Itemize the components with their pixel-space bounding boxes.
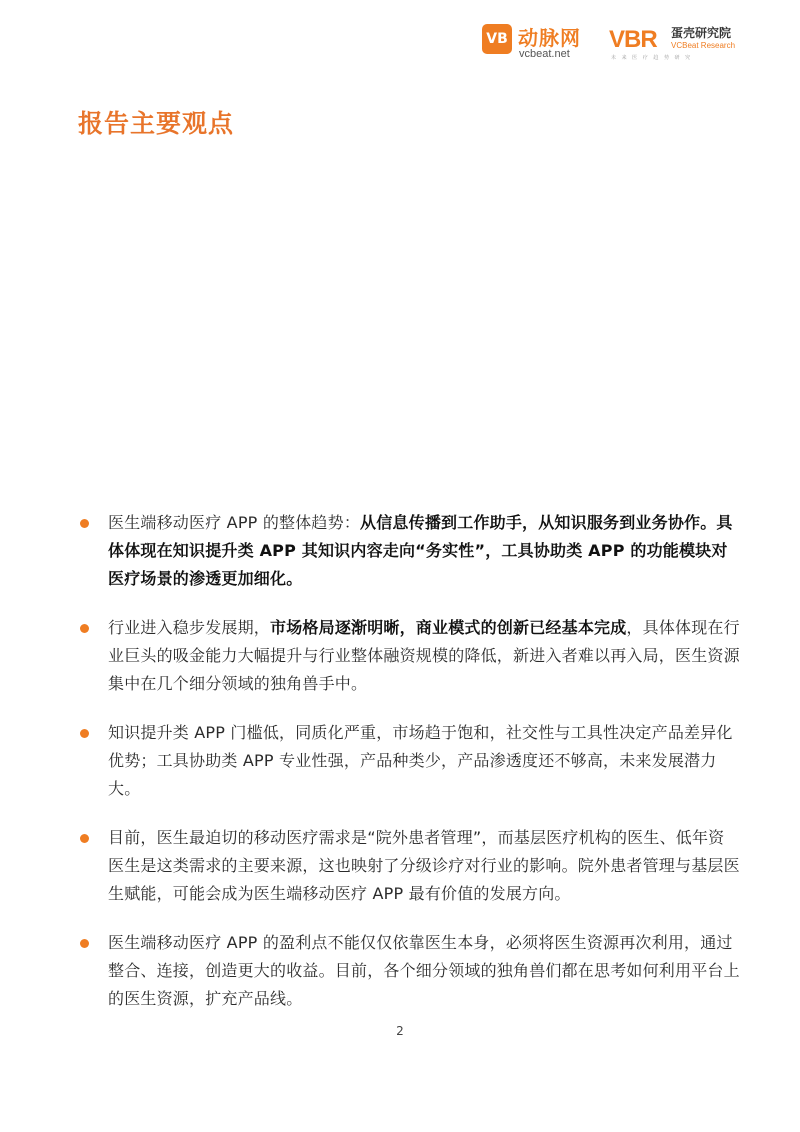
point-text: 医生端移动医疗 APP 的盈利点不能仅仅依靠医生本身，必须将医生资源再次利用，通过整合、连接，创造更大的收益。目前，各个细分领域的独角兽们都在思考如何利用平台上的医生资源，扩充产品线。: [108, 933, 740, 1008]
point-text: 知识提升类 APP 门槛低，同质化严重，市场趋于饱和，社交性与工具性决定产品差异化优势；工具协助类 APP 专业性强，产品种类少，产品渗透度还不够高，未来发展潜力大。: [108, 723, 733, 798]
vcbeat-research-logo: [609, 22, 749, 62]
list-item: [80, 509, 740, 593]
bullet-icon: [80, 834, 89, 843]
bullet-icon: [80, 729, 89, 738]
point-text: ，具体体现在行业巨头的吸金能力大幅提升与行业整体融资规模的降低，新进入者难以再入局，医生资源集中在几个细分领域的独角兽手中。: [108, 618, 740, 693]
key-points-list: [80, 509, 740, 1034]
list-item: [80, 719, 740, 803]
page-number: 2: [396, 1024, 404, 1038]
point-bold-text: 市场格局逐渐明晰，商业模式的创新已经基本完成: [270, 618, 627, 637]
vcbeat-name-cn: 动脉网: [518, 26, 581, 50]
list-item: [80, 929, 740, 1013]
list-item: [80, 824, 740, 908]
vcbeat-name-en: vcbeat.net: [519, 48, 570, 60]
bullet-icon: [80, 939, 89, 948]
bullet-icon: [80, 519, 89, 528]
vbr-logo-mark: VBR: [609, 26, 657, 53]
vb-logo-mark: VB: [482, 24, 512, 54]
vcbeat-logo: [482, 22, 592, 60]
bullet-icon: [80, 624, 89, 633]
list-item: [80, 614, 740, 698]
page-title: 报告主要观点: [78, 109, 235, 138]
vbr-name-en: VCBeat Research: [671, 41, 736, 50]
point-text: 目前，医生最迫切的移动医疗需求是“院外患者管理”，而基层医疗机构的医生、低年资医生是这类需求的主要来源，这也映射了分级诊疗对行业的影响。院外患者管理与基层医生赋能，可能会成为医生端移动医疗 APP 最有价值的发展方向。: [108, 828, 740, 903]
point-bold-text: 从信息传播到工作助手，从知识服务到业务协作。具体体现在知识提升类 APP 其知识内容走向“务实性”，工具协助类 APP 的功能模块对医疗场景的渗透更加细化。: [108, 513, 733, 588]
vbr-name-cn: 蛋壳研究院: [671, 26, 732, 40]
point-text: 行业进入稳步发展期，: [108, 618, 271, 637]
point-text: 医生端移动医疗 APP 的整体趋势：: [108, 513, 361, 532]
vbr-slogan: 未 来 医 疗 趋 势 研 究: [611, 55, 693, 61]
